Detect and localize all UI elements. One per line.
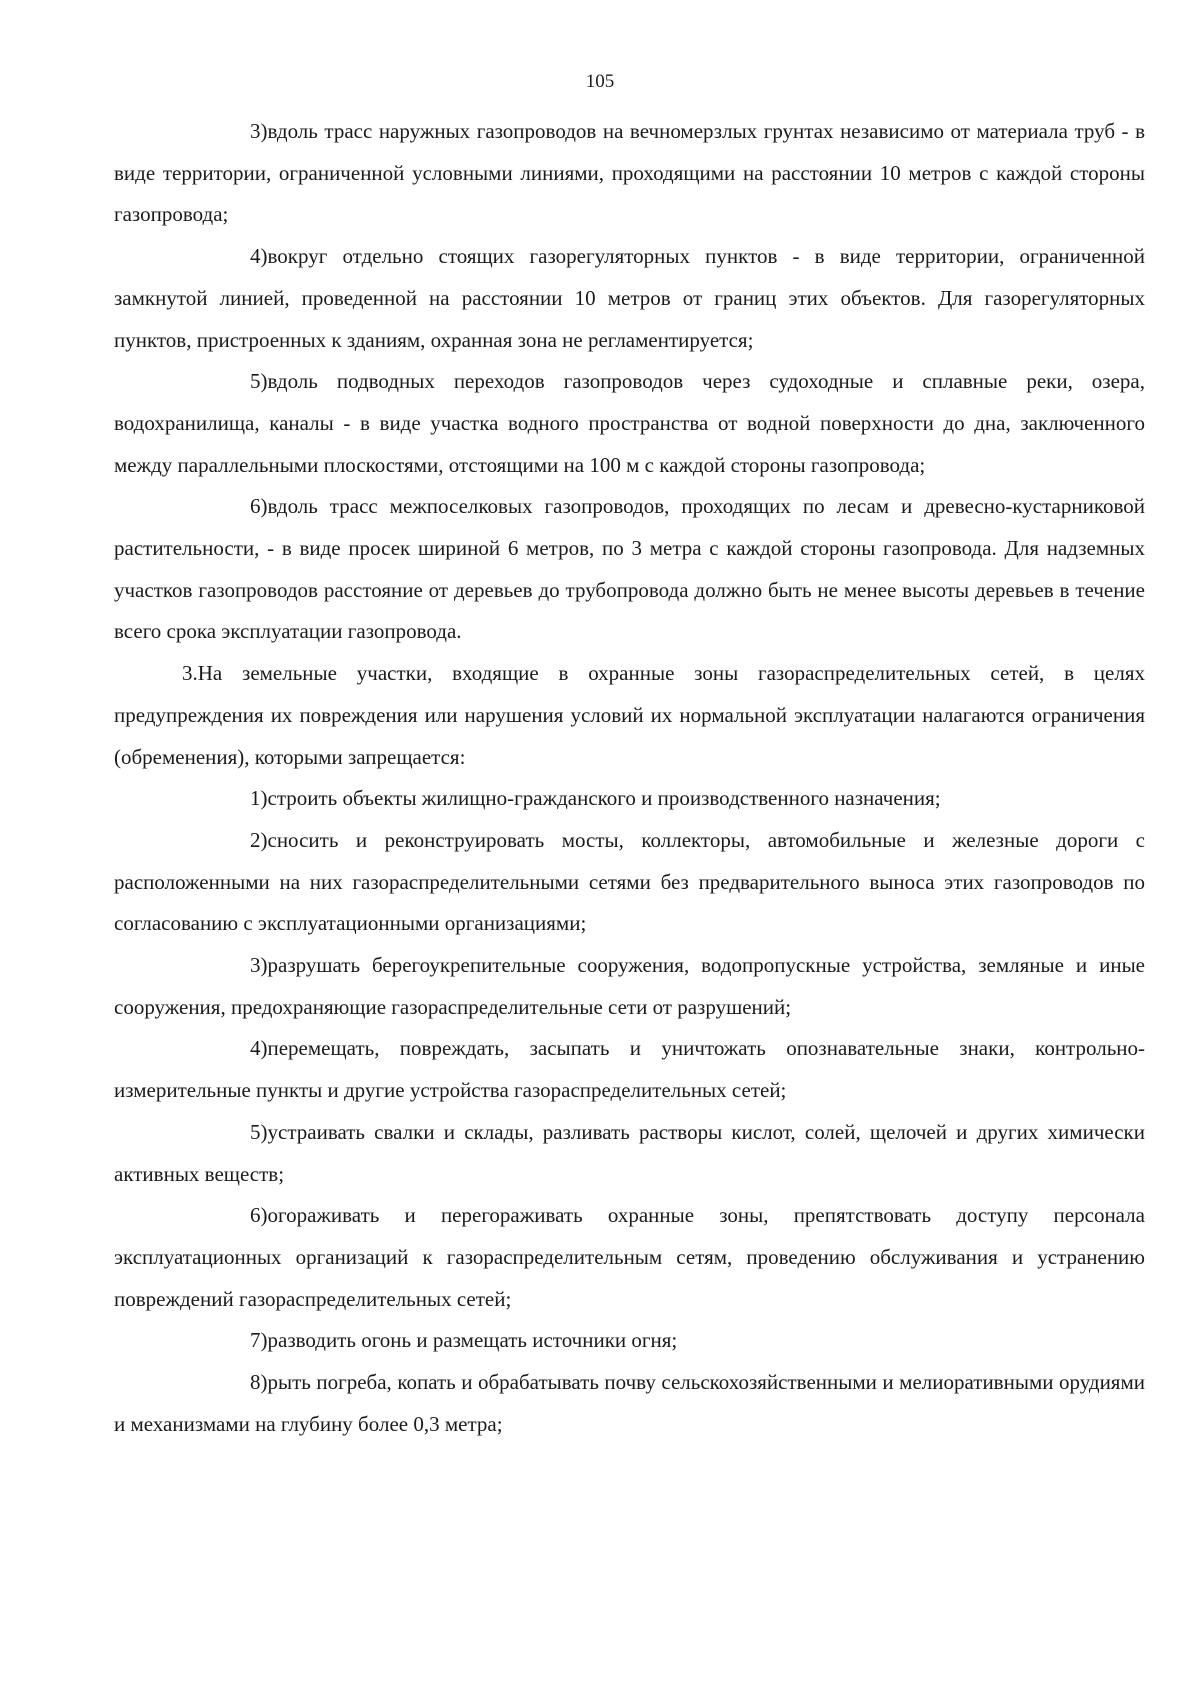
document-body (114, 111, 1145, 1446)
paragraph-text: огораживать и перегораживать охранные зоны, препятствовать доступу персонала эксплуатационных организаций к газораспределительным сетям, проведению обслуживания и устранению повреждений газораспределительных сетей; (114, 1203, 1145, 1311)
paragraph-text: разрушать берегоукрепительные сооружения, водопропускные устройства, земляные и иные сооружения, предохраняющие газораспределительные сети от разрушений; (114, 953, 1145, 1019)
paragraph-text: строить объекты жилищно-гражданского и производственного назначения; (267, 786, 941, 811)
paragraph-text: 3.На земельные участки, входящие в охранные зоны газораспределительных сетей, в целях предупреждения их повреждения или нарушения условий их нормальной эксплуатации налагаются ограничения (обременения), которыми запрещается: (114, 661, 1145, 769)
paragraph-item (114, 1112, 1145, 1195)
paragraph-text: вдоль подводных переходов газопроводов через судоходные и сплавные реки, озера, водохранилища, каналы - в виде участка водного пространства от водной поверхности до дна, заключенного между параллельными плоскостями, отстоящими на 100 м с каждой стороны газопровода; (114, 369, 1145, 477)
page-number: 105 (585, 71, 615, 92)
section-paragraph (114, 653, 1145, 778)
item-number: 5) (250, 1119, 268, 1144)
paragraph-text: вдоль трасс наружных газопроводов на вечномерзлых грунтах независимо от материала труб - в виде территории, ограниченной условными линиями, проходящими на расстоянии 10 метров с каждой стороны газопровода; (114, 119, 1145, 227)
item-number: 1) (250, 786, 268, 811)
paragraph-item (114, 1028, 1145, 1111)
paragraph-text: перемещать, повреждать, засыпать и уничтожать опознавательные знаки, контрольно-измерительные пункты и другие устройства газораспределительных сетей; (114, 1036, 1145, 1103)
paragraph-item (114, 778, 1145, 820)
paragraph-text: устраивать свалки и склады, разливать растворы кислот, солей, щелочей и других химически активных веществ; (114, 1119, 1145, 1186)
paragraph-text: сносить и реконструировать мосты, коллекторы, автомобильные и железные дороги с расположенными на них газораспределительными сетями без предварительного выноса этих газопроводов по согласованию с эксплуатационными организациями; (114, 827, 1145, 936)
item-number: 5) (250, 369, 268, 394)
paragraph-item (114, 361, 1145, 486)
paragraph-text: разводить огонь и размещать источники огня; (267, 1328, 678, 1353)
paragraph-item (114, 111, 1145, 236)
item-number: 2) (250, 827, 268, 852)
paragraph-item (114, 1362, 1145, 1445)
item-number: 4) (250, 1036, 268, 1061)
paragraph-item (114, 236, 1145, 361)
item-number: 6) (250, 1203, 268, 1228)
paragraph-item (114, 486, 1145, 653)
item-number: 7) (250, 1328, 268, 1353)
item-number: 4) (250, 244, 268, 269)
item-number: 8) (250, 1370, 268, 1395)
item-number: 6) (250, 494, 268, 519)
item-number: 3) (250, 953, 268, 978)
item-number: 3) (250, 119, 268, 143)
paragraph-item (114, 820, 1145, 945)
paragraph-text: рыть погреба, копать и обрабатывать почву сельскохозяйственными и мелиоративными орудиями и механизмами на глубину более 0,3 метра; (114, 1370, 1145, 1436)
paragraph-item (114, 945, 1145, 1028)
paragraph-item (114, 1320, 1145, 1362)
paragraph-item (114, 1195, 1145, 1320)
paragraph-text: вдоль трасс межпоселковых газопроводов, проходящих по лесам и древесно-кустарниковой растительности, - в виде просек шириной 6 метров, по 3 метра с каждой стороны газопровода. Для надземных участков газопроводов расстояние от деревьев до трубопровода должно быть не менее высоты деревьев в течение всего срока эксплуатации газопровода. (114, 494, 1145, 644)
paragraph-text: вокруг отдельно стоящих газорегуляторных пунктов - в виде территории, ограниченной замкнутой линией, проведенной на расстоянии 10 метров от границ этих объектов. Для газорегуляторных пунктов, пристроенных к зданиям, охранная зона не регламентируется; (114, 244, 1145, 352)
